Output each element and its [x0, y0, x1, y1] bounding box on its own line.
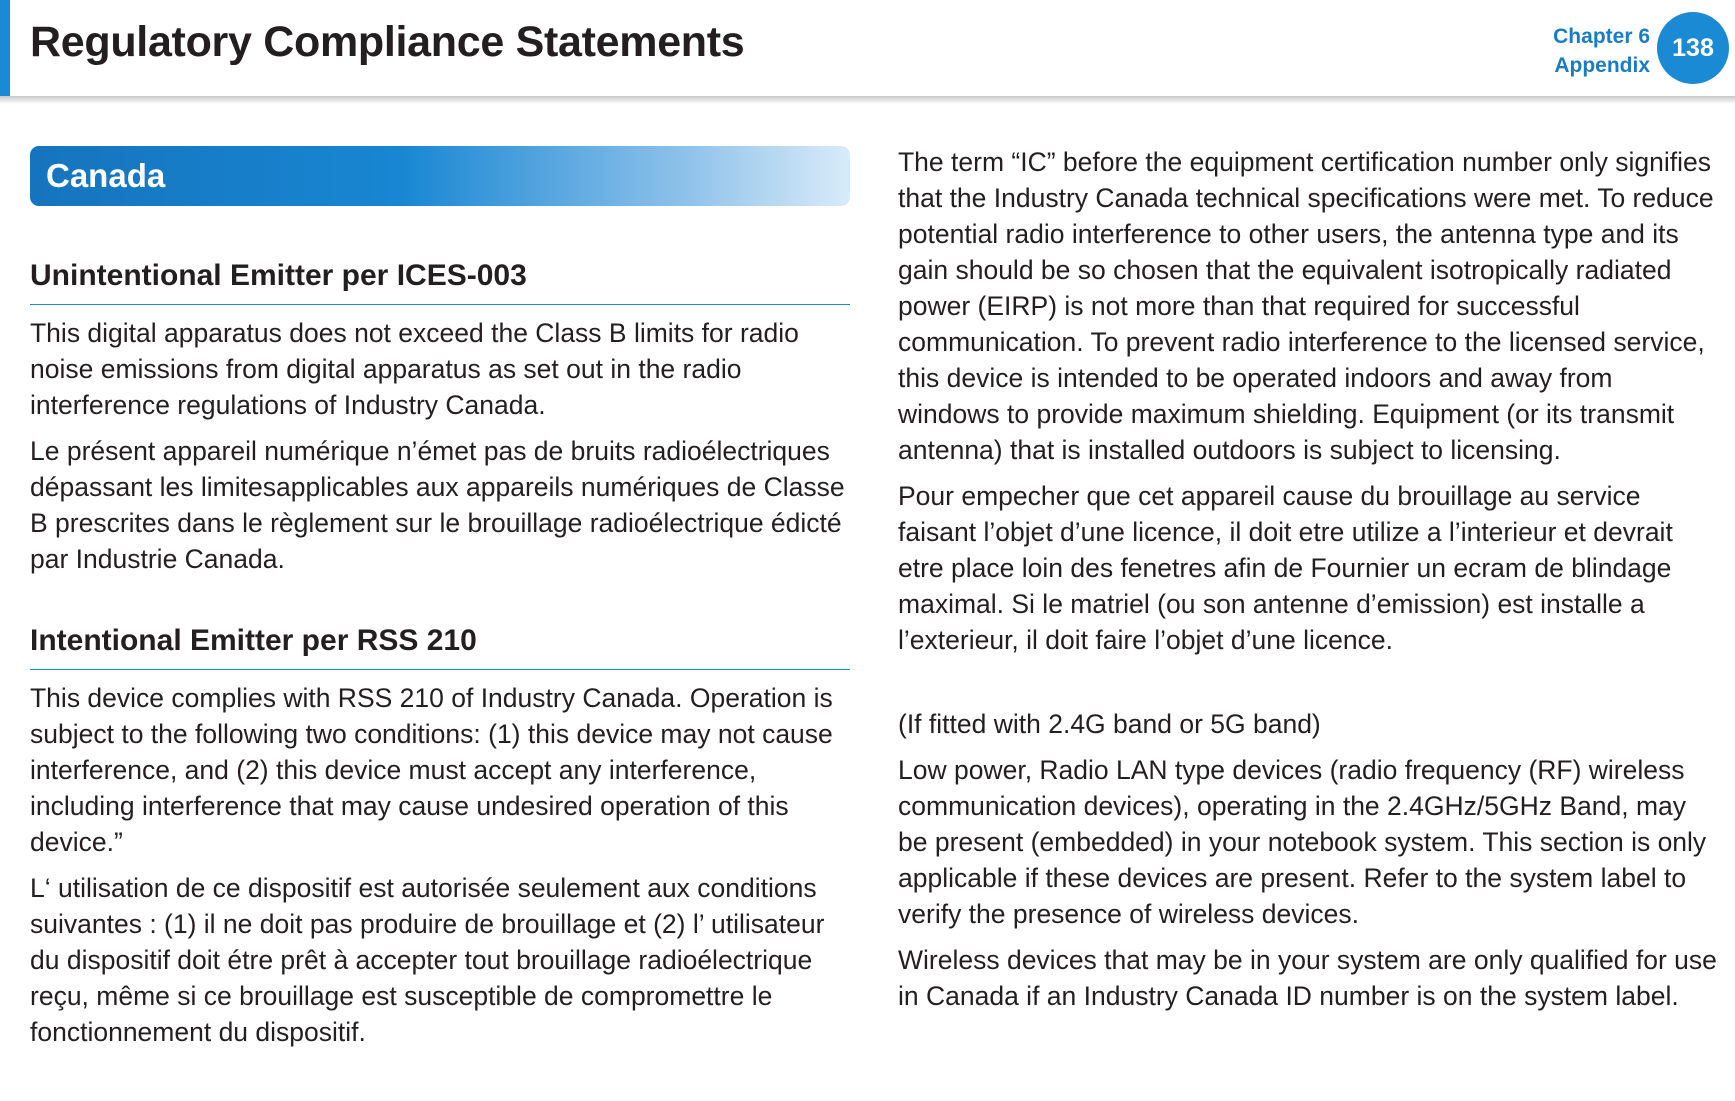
- header-divider: [0, 96, 1735, 104]
- paragraph: L‘ utilisation de ce dispositif est autorisée seulement aux conditions suivantes : (1) il ne doit pas produire de brouillage et (2) l’ utilisateur du dispositif doit étre prêt à accepter tout brouillage radioélectrique reçu, même si ce brouillage est susceptible de compromettre le fonctionnement du dispositif.: [30, 873, 825, 1047]
- chapter-name: Appendix: [1554, 54, 1650, 77]
- band-note: (If ﬁtted with 2.4G band or 5G band): [898, 709, 1321, 739]
- subsection-heading-rss-210: Intentional Emitter per RSS 210: [30, 623, 850, 670]
- left-column: [30, 146, 850, 1050]
- chapter-indicator: [1553, 22, 1650, 80]
- paragraph: The term “IC” before the equipment certiﬁcation number only signiﬁes that the Industry Canada technical speciﬁcations were met. To reduce potential radio interference to other users, the antenna type and its gain should be so chosen that the equivalent isotropically radiated power (EIRP) is not more than that required for successful communication. To prevent radio interference to the licensed service, this device is intended to be operated indoors and away from windows to provide maximum shielding. Equipment (or its transmit antenna) that is installed outdoors is subject to licensing.: [898, 147, 1714, 465]
- chapter-label: Chapter 6: [1553, 25, 1650, 48]
- right-column: [898, 144, 1718, 1014]
- paragraph: Le présent appareil numérique n’émet pas de bruits radioélectriques dépassant les limitesapplicables aux appareils numériques de Classe B prescrites dans le règlement sur le brouillage radioélectrique édicté par Industrie Canada.: [30, 436, 845, 574]
- section-banner-canada: Canada: [30, 146, 850, 206]
- page-number-badge: 138: [1657, 12, 1729, 84]
- subsection-heading-ices-003: Unintentional Emitter per ICES-003: [30, 258, 850, 305]
- paragraph: Low power, Radio LAN type devices (radio frequency (RF) wireless communication devices), operating in the 2.4GHz/5GHz Band, may be present (embedded) in your notebook system. This section is only applicable if these devices are present. Refer to the system label to verify the presence of wireless devices.: [898, 755, 1707, 929]
- page-title: Regulatory Compliance Statements: [30, 18, 745, 66]
- paragraph: Wireless devices that may be in your system are only qualiﬁed for use in Canada if an Industry Canada ID number is on the system label.: [898, 945, 1717, 1011]
- header-accent-bar: [0, 0, 10, 96]
- paragraph: This device complies with RSS 210 of Industry Canada. Operation is subject to the following two conditions: (1) this device may not cause interference, and (2) this device must accept any interference, including interference that may cause undesired operation of this device.”: [30, 683, 833, 857]
- paragraph: This digital apparatus does not exceed the Class B limits for radio noise emissions from digital apparatus as set out in the radio interference regulations of Industry Canada.: [30, 318, 799, 420]
- paragraph: Pour empecher que cet appareil cause du brouillage au service faisant l’objet d’une licence, il doit etre utilize a l’interieur et devrait etre place loin des fenetres aﬁn de Fournier un ecram de blindage maximal. Si le matriel (ou son antenne d’emission) est installe a l’exterieur, il doit faire l’objet d’une licence.: [898, 481, 1673, 655]
